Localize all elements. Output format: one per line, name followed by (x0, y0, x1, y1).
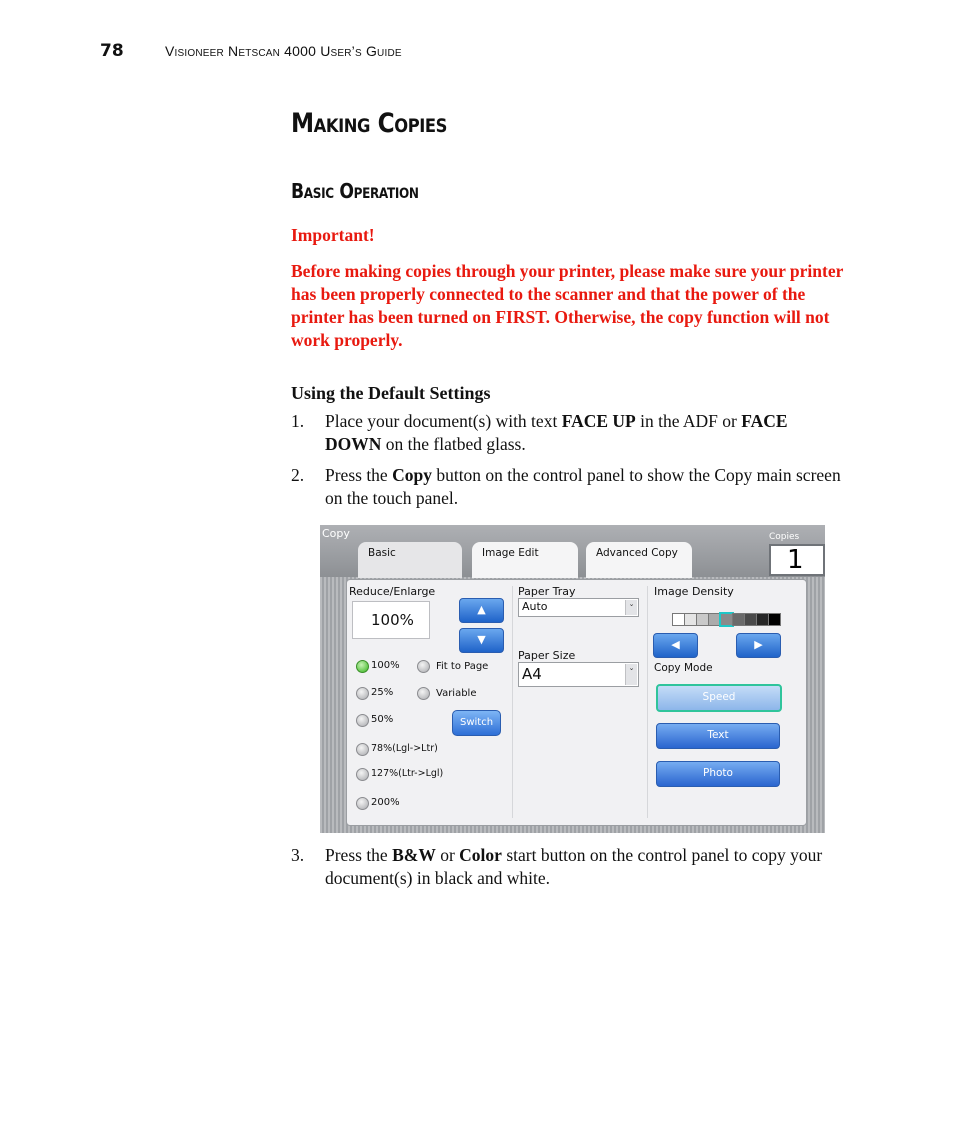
important-text: Before making copies through your printer, please make sure your printer has been properly connected to the scanner and that the power of the printer has been turned on FIRST. Otherwise, the copy function will not work properly. (291, 261, 844, 350)
down-arrow-icon: ▼ (477, 633, 486, 646)
right-arrow-icon: ▶ (754, 638, 763, 651)
important-label: Important! (291, 225, 375, 245)
paper-size-label: Paper Size (518, 649, 576, 662)
radio-127[interactable] (356, 768, 369, 781)
copy-mode-label: Copy Mode (654, 662, 713, 674)
ratio-up-button[interactable] (459, 598, 504, 623)
page-number: 78 (100, 41, 124, 61)
radio-100[interactable] (356, 660, 369, 673)
ratio-option-label: 200% (371, 797, 400, 808)
density-level-swatch (768, 613, 781, 626)
fit-option-label: Fit to Page (436, 661, 489, 672)
up-arrow-icon: ▲ (477, 603, 486, 616)
subsection-title: Basic Operation (291, 179, 419, 203)
ratio-down-button[interactable] (459, 628, 504, 653)
tab-image-edit[interactable]: Image Edit (472, 542, 578, 578)
left-arrow-icon: ◀ (671, 638, 680, 651)
radio-25[interactable] (356, 687, 369, 700)
step-number: 2. (291, 465, 305, 485)
ratio-display: 100% (352, 601, 430, 639)
density-right-button[interactable] (736, 633, 781, 658)
photo-mode-button[interactable]: Photo (656, 761, 780, 787)
copies-label: Copies (769, 532, 800, 542)
paper-tray-select[interactable]: Auto ⌄ (518, 598, 639, 617)
text-mode-button[interactable]: Text (656, 723, 780, 749)
chevron-down-icon: ⌄ (625, 664, 637, 685)
fit-option-label: Variable (436, 688, 477, 699)
reduce-enlarge-label: Reduce/Enlarge (349, 585, 436, 598)
step-text: Press the Copy button on the control panel to show the Copy main screen on the touch panel. (325, 465, 841, 508)
ratio-option-label: 50% (371, 714, 394, 725)
radio-fit-to-page[interactable] (417, 660, 430, 673)
copy-settings-panel (346, 579, 807, 826)
step-text: Place your document(s) with text FACE UP in the ADF or FACE DOWN on the flatbed glass. (325, 411, 788, 454)
chevron-down-icon: ⌄ (625, 600, 637, 615)
radio-200[interactable] (356, 797, 369, 810)
tab-basic[interactable]: Basic (358, 542, 462, 578)
ratio-option-label: 78%(Lgl->Ltr) (371, 743, 438, 754)
default-settings-heading: Using the Default Settings (291, 383, 491, 403)
copy-screen-screenshot (320, 525, 825, 833)
tab-advanced-copy[interactable]: Advanced Copy (586, 542, 692, 578)
paper-tray-label: Paper Tray (518, 585, 576, 598)
ratio-option-label: 100% (371, 660, 400, 671)
ratio-option-label: 127%(Ltr->Lgl) (371, 768, 444, 779)
radio-50[interactable] (356, 714, 369, 727)
ratio-option-label: 25% (371, 687, 394, 698)
image-density-label: Image Density (654, 585, 734, 598)
copy-window-title: Copy (322, 527, 350, 540)
step-number: 1. (291, 411, 305, 431)
density-left-button[interactable] (653, 633, 698, 658)
running-head: Visioneer Netscan 4000 User’s Guide (165, 43, 402, 59)
paper-size-select[interactable]: A4 ⌄ (518, 662, 639, 687)
copies-count-field[interactable]: 1 (769, 544, 825, 576)
section-title: Making Copies (291, 108, 447, 139)
step-number: 3. (291, 845, 305, 865)
radio-78[interactable] (356, 743, 369, 756)
radio-variable[interactable] (417, 687, 430, 700)
speed-mode-button[interactable]: Speed (656, 684, 782, 712)
step-text: Press the B&W or Color start button on the control panel to copy your document(s) in black and white. (325, 845, 823, 888)
switch-button[interactable]: Switch (452, 710, 501, 736)
